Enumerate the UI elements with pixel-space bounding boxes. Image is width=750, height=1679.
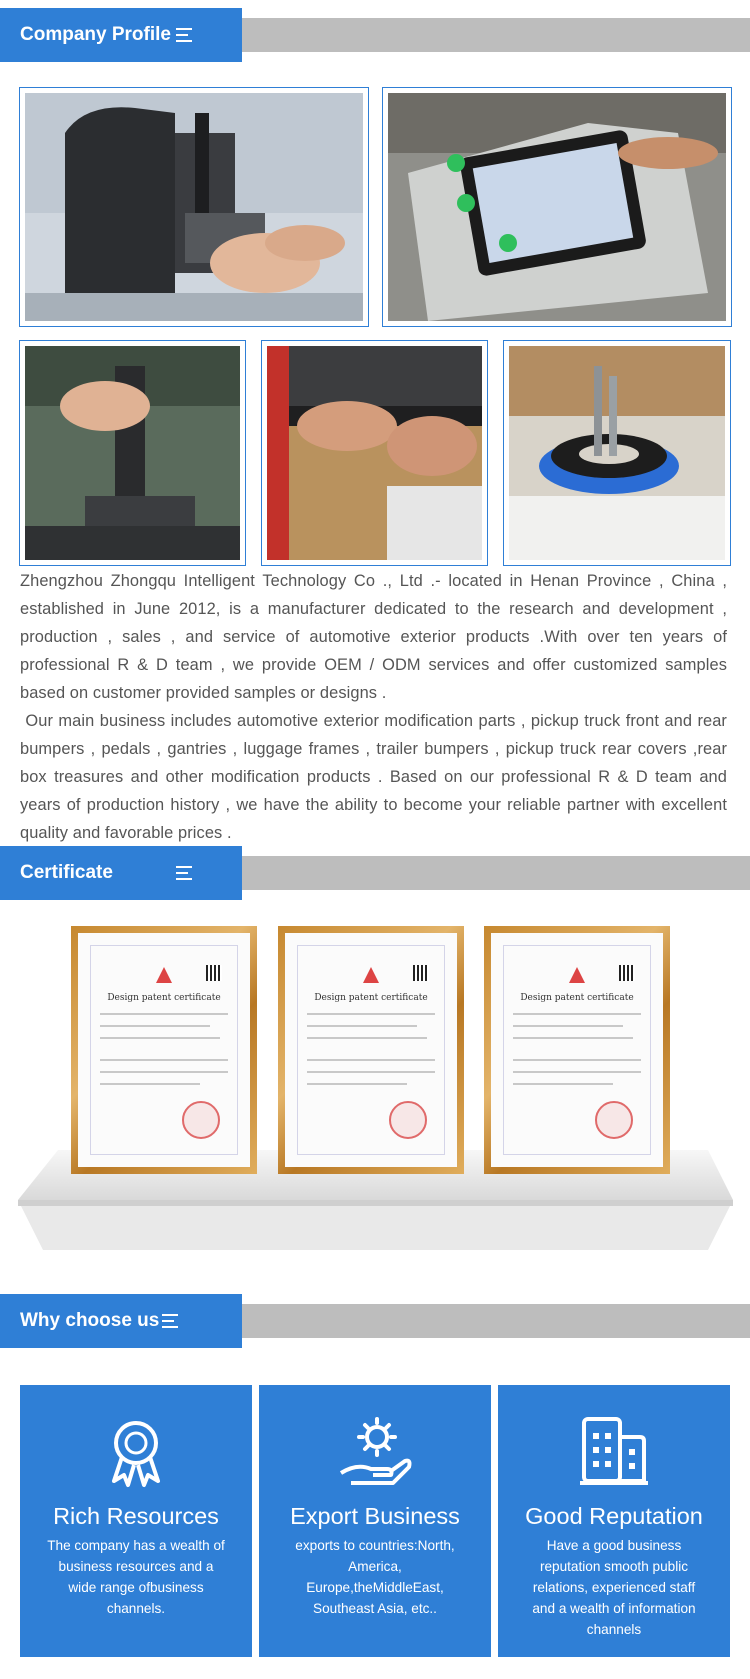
feature-title: Export Business	[290, 1503, 460, 1529]
factory-photo-control-panel	[382, 87, 732, 327]
feature-card-export-business	[259, 1385, 491, 1657]
feature-description: The company has a wealth of business resources and a wide range ofbusiness channels.	[47, 1538, 225, 1616]
qr-code-icon	[206, 965, 222, 981]
certificate-header	[0, 846, 750, 900]
why-choose-us-header	[0, 1294, 750, 1348]
certificate-title: Design patent certificate	[520, 993, 634, 1003]
feature-card-rich-resources	[20, 1385, 252, 1657]
certificate-title: Design patent certificate	[314, 993, 428, 1003]
official-seal-icon	[182, 1101, 220, 1139]
feature-card-good-reputation	[498, 1385, 730, 1657]
about-paragraph-2: Our main business includes automotive exterior modification parts , pickup truck front and rear bumpers , pedals , gantries , luggage frames , trailer bumpers , pickup truck rear covers ,rear box treasures and other modification products . Based on our professional R & D team and years of production history , we have the ability to become your reliable partner with excellent quality and favorable prices .	[20, 712, 732, 842]
about-paragraph-1: Zhengzhou Zhongqu Intelligent Technology Co ., Ltd .- located in Henan Province , China , established in June 2012, is a manufacturer dedicated to the research and development , production , sales , and service of automotive exterior products .With over ten years of professional R & D team , we provide OEM / ODM services and offer customized samples based on customer provided samples or designs .	[20, 572, 727, 702]
certificate-logo-icon	[363, 967, 379, 983]
menu-lines-icon	[162, 1314, 178, 1328]
factory-photo-rubber-strip	[261, 340, 488, 566]
official-seal-icon	[389, 1101, 427, 1139]
menu-lines-icon	[176, 28, 192, 42]
feature-title: Rich Resources	[53, 1503, 219, 1529]
patent-certificate-3	[484, 926, 670, 1174]
company-description	[20, 567, 732, 847]
menu-lines-icon	[176, 866, 192, 880]
official-seal-icon	[595, 1101, 633, 1139]
gear-in-hand-icon	[337, 1413, 413, 1489]
certificate-logo-icon	[569, 967, 585, 983]
buildings-icon	[576, 1413, 652, 1489]
section-title: Why choose us	[20, 1310, 160, 1331]
award-ribbon-icon	[98, 1413, 174, 1489]
patent-certificate-2	[278, 926, 464, 1174]
factory-photo-press	[19, 87, 369, 327]
patent-certificate-1	[71, 926, 257, 1174]
factory-photo-drill	[19, 340, 246, 566]
section-title: Company Profile	[20, 24, 171, 45]
qr-code-icon	[413, 965, 429, 981]
qr-code-icon	[619, 965, 635, 981]
certificate-title: Design patent certificate	[107, 993, 221, 1003]
feature-description: exports to countries:North, America, Europe,theMiddleEast, Southeast Asia, etc..	[295, 1538, 455, 1616]
certificate-logo-icon	[156, 967, 172, 983]
section-title: Certificate	[20, 862, 113, 883]
factory-photo-coil	[503, 340, 731, 566]
company-profile-header	[0, 8, 750, 62]
feature-description: Have a good business reputation smooth public relations, experienced staff and a wealth of information channels	[532, 1538, 696, 1637]
feature-title: Good Reputation	[525, 1503, 703, 1529]
